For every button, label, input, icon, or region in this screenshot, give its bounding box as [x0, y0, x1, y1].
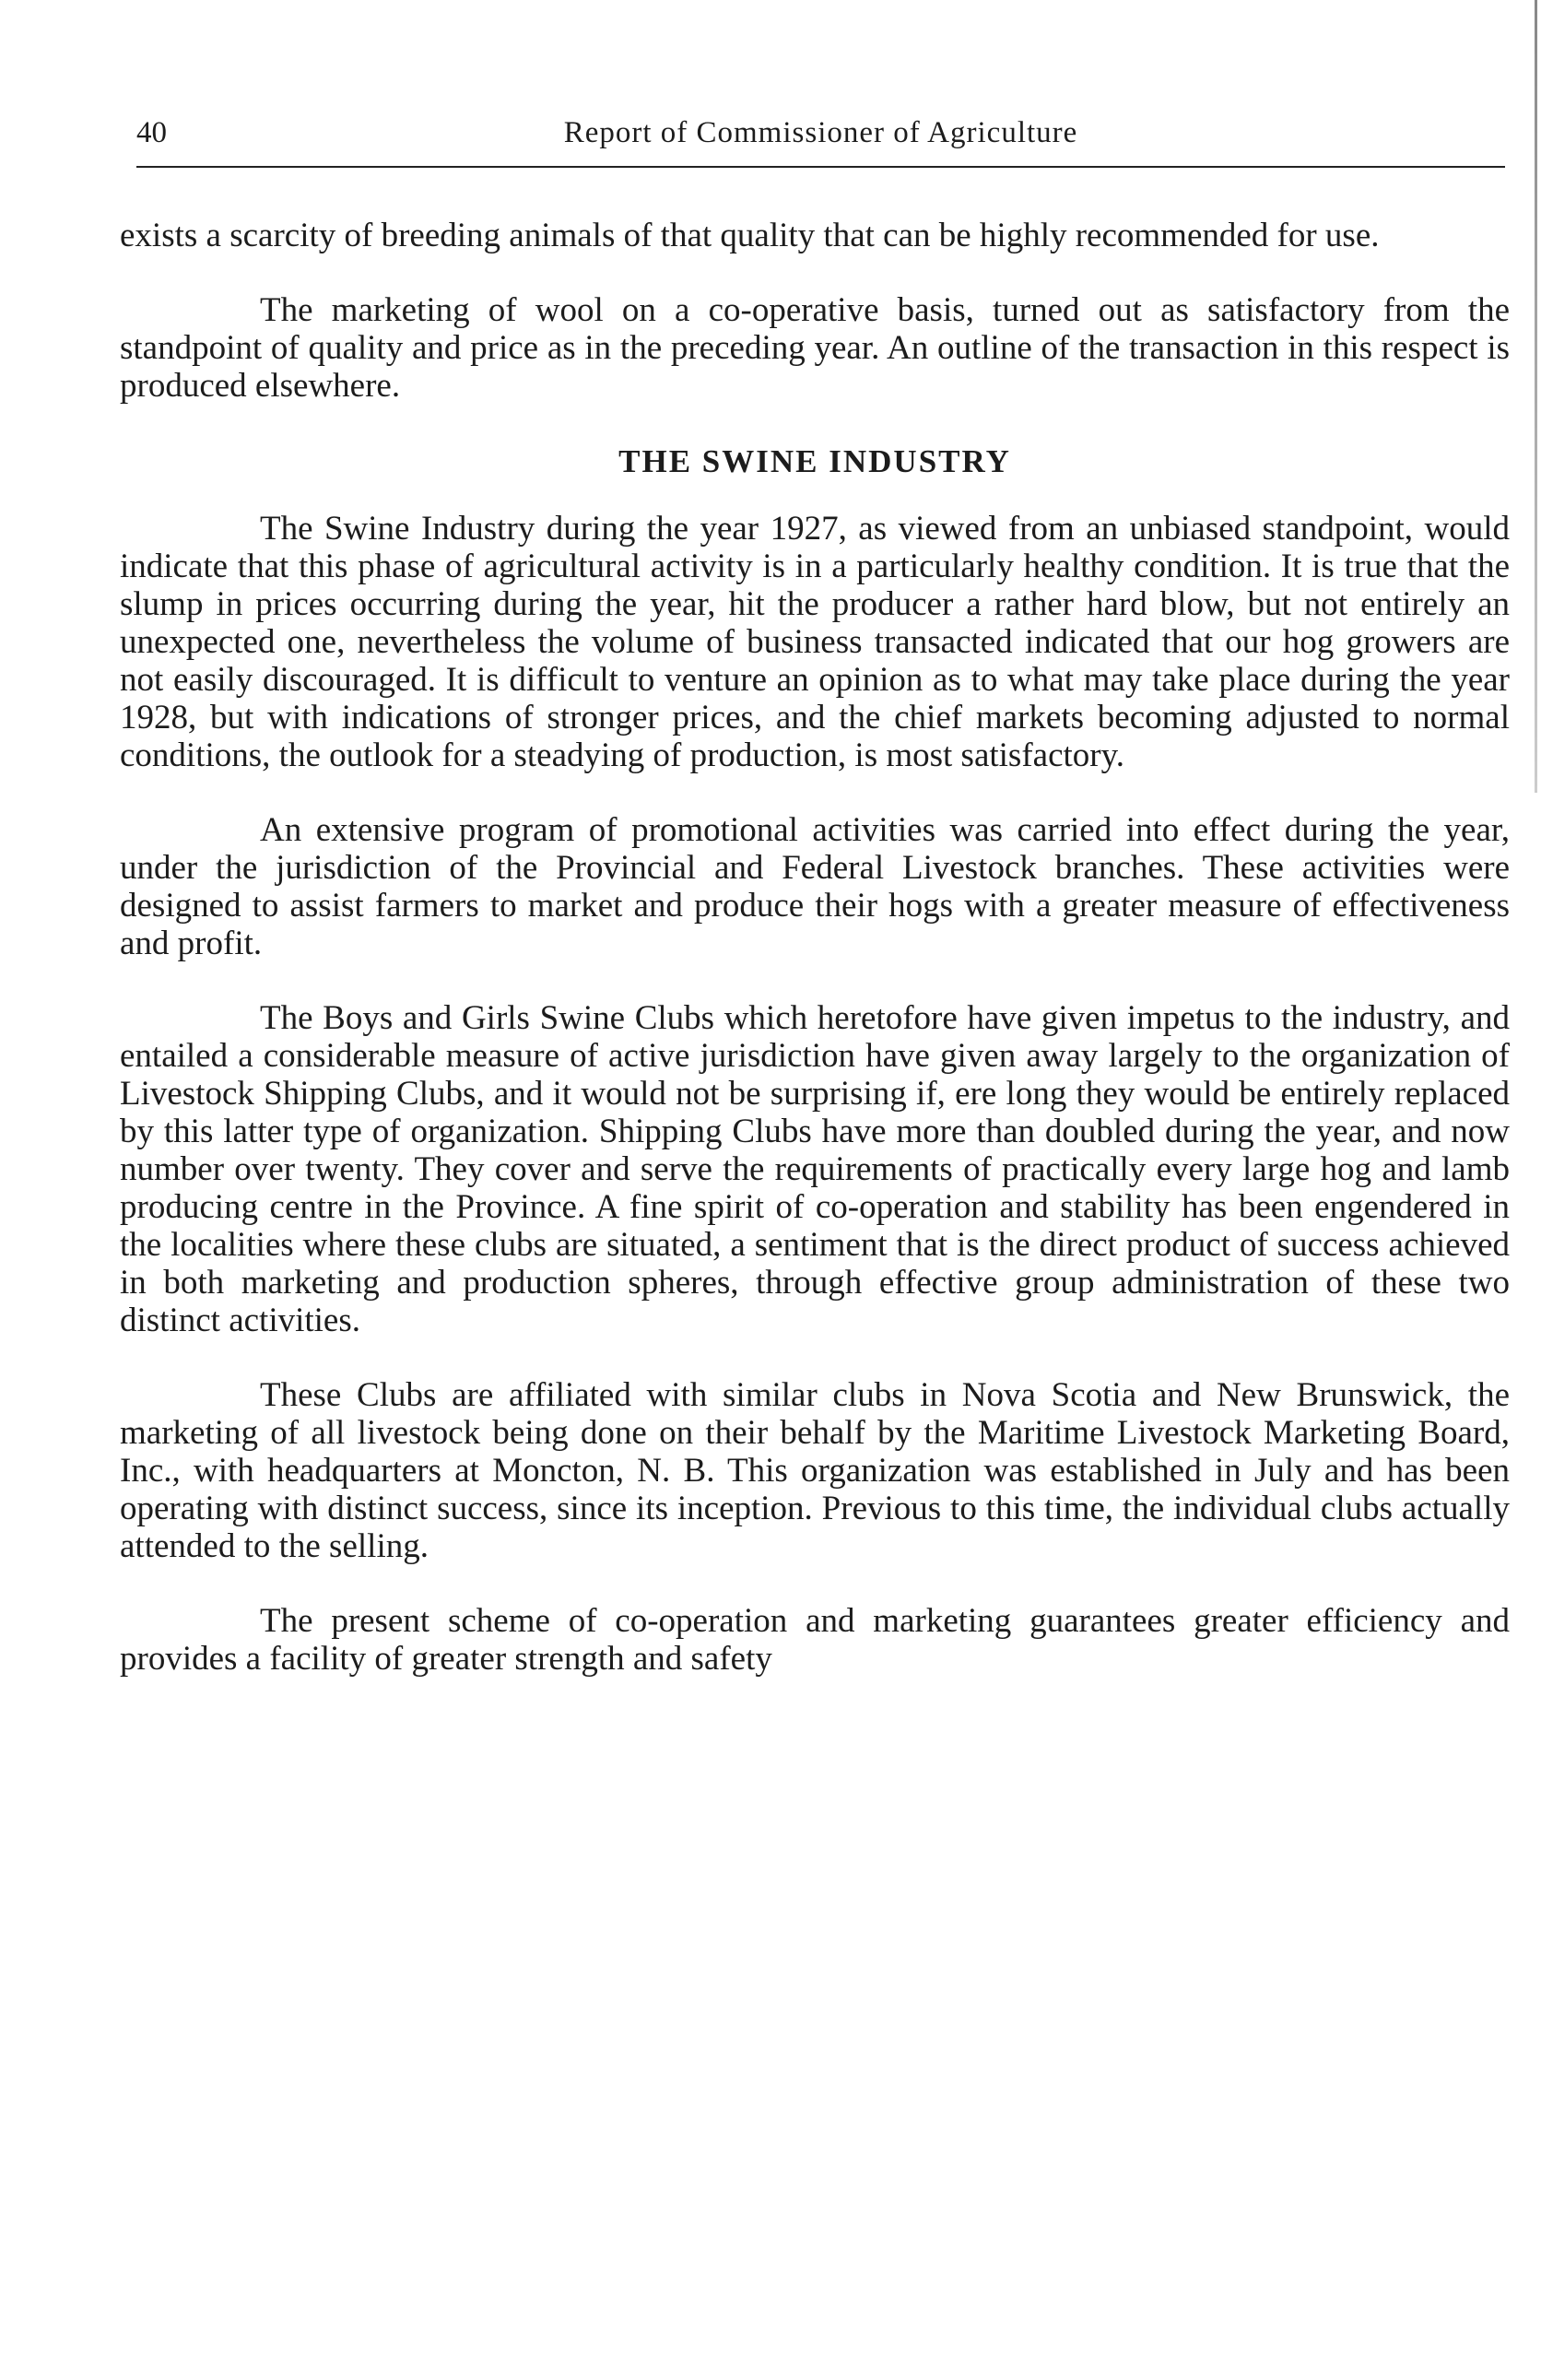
page-header: [136, 112, 1505, 159]
paragraph-continued: exists a scarcity of breeding animals of that quality that can be highly recommended for use.: [120, 217, 1380, 254]
paragraph-promotional-program: An extensive program of promotional activities was carried into effect during the year, under the jurisdiction of the Provincial and Federal Livestock branches. These activities were designed to assist farmers to market and produce their hogs with a greater measure of effectiveness and profit.: [120, 811, 1510, 962]
paragraph-wool-marketing: The marketing of wool on a co-operative basis, turned out as satisfactory from the standpoint of quality and price as in the preceding year. An outline of the transaction in this respect is produced elsewhere.: [120, 291, 1510, 405]
paragraph-swine-industry: The Swine Industry during the year 1927, as viewed from an unbiased standpoint, would indicate that this phase of agricultural activity is in a particularly healthy condition. It is true that the slump in prices occurring during the year, hit the producer a rather hard blow, but not entirely an unexpected one, nevertheless the volume of business transacted indicated that our hog growers are not easily discouraged. It is difficult to venture an opinion as to what may take place during the year 1928, but with indications of stronger prices, and the chief markets becoming adjusted to normal conditions, the outlook for a steadying of production, is most satisfactory.: [120, 510, 1510, 774]
running-head: Report of Commissioner of Agriculture: [563, 116, 1078, 149]
section-heading: THE SWINE INDUSTRY: [618, 443, 1011, 479]
page-edge-shadow: [1535, 0, 1537, 793]
body-text: [120, 217, 1510, 1714]
page-number: 40: [136, 116, 167, 149]
paragraph-present-scheme: The present scheme of co-operation and marketing guarantees greater efficiency and provides a facility of greater strength and safety: [120, 1602, 1510, 1678]
paragraph-club-affiliation: These Clubs are affiliated with similar clubs in Nova Scotia and New Brunswick, the marketing of all livestock being done on their behalf by the Maritime Livestock Marketing Board, Inc., with headquarters at Moncton, N. B. This organization was established in July and has been operating with distinct success, since its inception. Previous to this time, the individual clubs actually attended to the selling.: [120, 1376, 1510, 1565]
paragraph-swine-clubs: The Boys and Girls Swine Clubs which heretofore have given impetus to the industry, and entailed a considerable measure of active jurisdiction have given away largely to the organization of Livestock Shipping Clubs, and it would not be surprising if, ere long they would be entirely replaced by this latter type of organization. Shipping Clubs have more than doubled during the year, and now number over twenty. They cover and serve the requirements of practically every large hog and lamb producing centre in the Province. A fine spirit of co-operation and stability has been engendered in the localities where these clubs are situated, a sentiment that is the direct product of success achieved in both marketing and production spheres, through effective group administration of these two distinct activities.: [120, 999, 1510, 1339]
header-rule: [136, 166, 1505, 168]
